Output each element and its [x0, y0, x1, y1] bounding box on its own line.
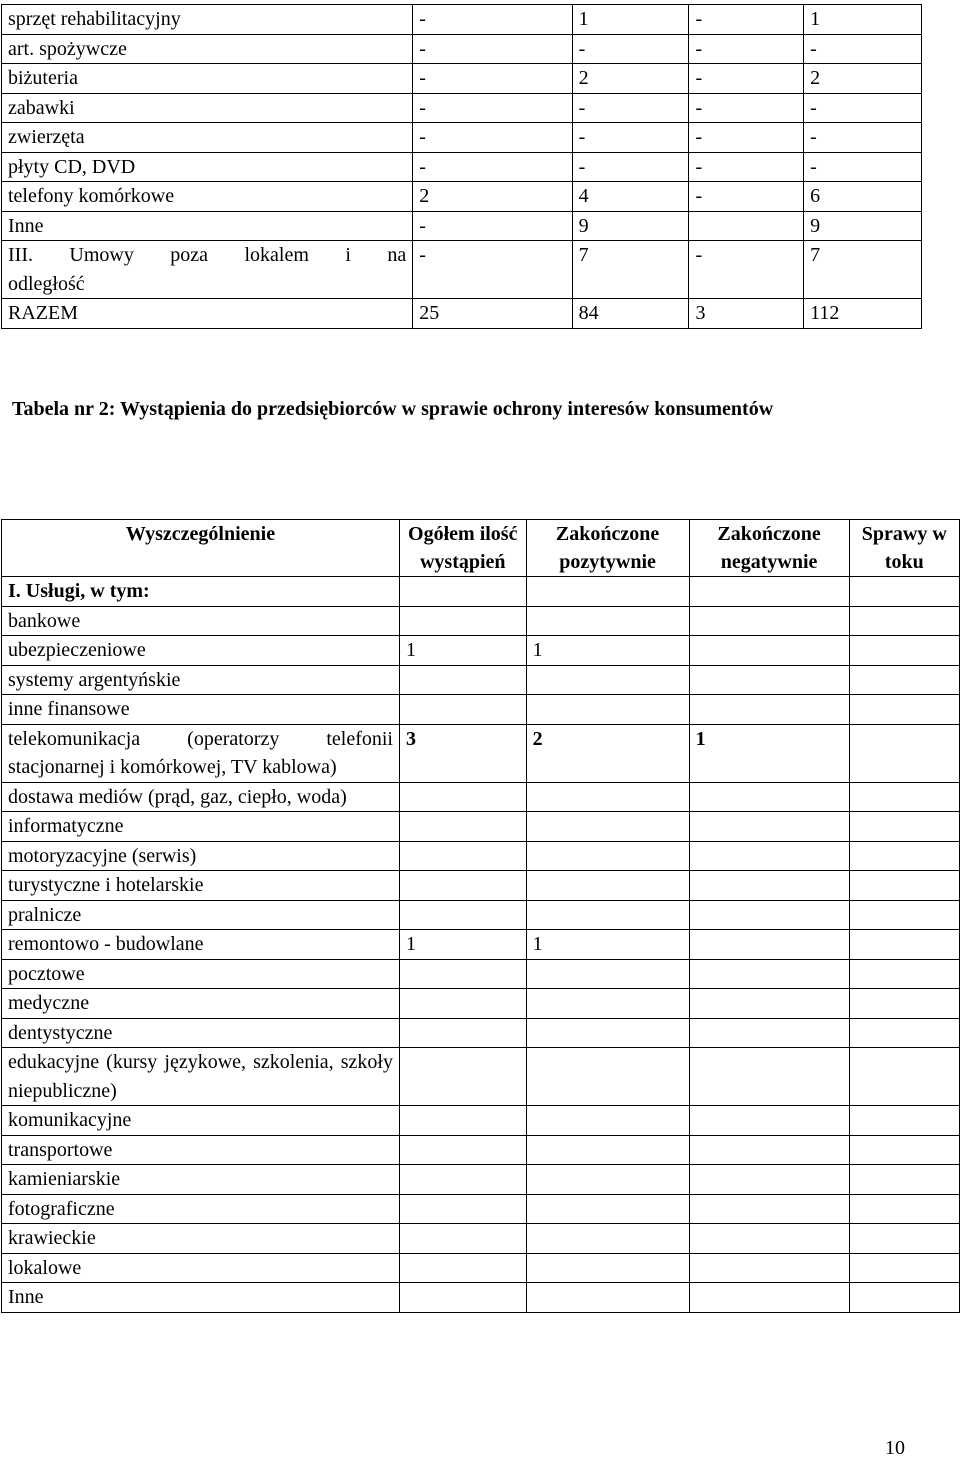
cell-value [399, 1018, 526, 1048]
cell-value [399, 1165, 526, 1195]
row-label: lokalowe [2, 1253, 400, 1283]
cell-value: - [572, 34, 689, 64]
cell-value [689, 1048, 849, 1106]
cell-value [399, 1048, 526, 1106]
cell-value: 1 [572, 5, 689, 35]
row-label: krawieckie [2, 1224, 400, 1254]
cell-value [849, 1194, 959, 1224]
cell-value [849, 1135, 959, 1165]
row-label: fotograficzne [2, 1194, 400, 1224]
table-row [2, 34, 922, 64]
cell-value [399, 665, 526, 695]
cell-value [526, 989, 689, 1019]
table-row [2, 1106, 960, 1136]
cell-value [399, 871, 526, 901]
row-label: kamieniarskie [2, 1165, 400, 1195]
cell-value [689, 1135, 849, 1165]
table-row [2, 724, 960, 782]
cell-value [399, 695, 526, 725]
cell-value [849, 1018, 959, 1048]
cell-value [399, 1224, 526, 1254]
cell-value [399, 1106, 526, 1136]
table-row [2, 900, 960, 930]
table-row [2, 1283, 960, 1313]
cell-value: - [689, 5, 804, 35]
cell-value: 4 [572, 182, 689, 212]
cell-value [526, 1253, 689, 1283]
cell-value [526, 1135, 689, 1165]
cell-value: - [413, 152, 572, 182]
cell-value [849, 1048, 959, 1106]
row-label: telekomunikacja (operatorzy telefonii stacjonarnej i komórkowej, TV kablowa) [2, 724, 400, 782]
cell-value: 84 [572, 299, 689, 329]
cell-value [526, 606, 689, 636]
cell-value [689, 1165, 849, 1195]
table-row [2, 5, 922, 35]
interventions-table [1, 519, 960, 1313]
table-row [2, 152, 922, 182]
cell-value: - [689, 34, 804, 64]
cell-value [689, 1283, 849, 1313]
row-label: ubezpieczeniowe [2, 636, 400, 666]
cell-value: - [689, 152, 804, 182]
header-negatywnie: Zakończone negatywnie [689, 520, 849, 577]
table-row [2, 1135, 960, 1165]
row-label: płyty CD, DVD [2, 152, 413, 182]
table-row [2, 636, 960, 666]
cell-value [526, 1224, 689, 1254]
row-label: biżuteria [2, 64, 413, 94]
cell-value [526, 665, 689, 695]
cell-value [526, 1106, 689, 1136]
cell-value: - [804, 123, 922, 153]
row-label: zabawki [2, 93, 413, 123]
cell-value: - [413, 34, 572, 64]
cell-value [689, 989, 849, 1019]
row-label: Inne [2, 1283, 400, 1313]
cell-value: 3 [399, 724, 526, 782]
table-row [2, 841, 960, 871]
cell-value [526, 959, 689, 989]
row-label: inne finansowe [2, 695, 400, 725]
cell-value: - [804, 152, 922, 182]
cell-value: 7 [804, 241, 922, 299]
cell-value: - [413, 93, 572, 123]
cell-value: 1 [689, 724, 849, 782]
cell-value [526, 695, 689, 725]
cell-value: 1 [526, 930, 689, 960]
cell-value [849, 665, 959, 695]
cell-value [526, 1283, 689, 1313]
row-label: informatyczne [2, 812, 400, 842]
table-row [2, 211, 922, 241]
cell-value [399, 841, 526, 871]
table-row [2, 182, 922, 212]
cell-value [399, 1194, 526, 1224]
cell-value [526, 900, 689, 930]
cell-value [849, 1106, 959, 1136]
cell-value [849, 959, 959, 989]
cell-value [689, 782, 849, 812]
table-row [2, 989, 960, 1019]
cell-value: 1 [399, 636, 526, 666]
cell-value [689, 959, 849, 989]
cell-value [849, 812, 959, 842]
row-label: III. Umowy poza lokalem i na odległość [2, 241, 413, 299]
cell-value: 9 [572, 211, 689, 241]
header-spacer [2, 548, 400, 577]
total-row [2, 299, 922, 329]
table-row [2, 606, 960, 636]
row-label: remontowo - budowlane [2, 930, 400, 960]
cell-value: 25 [413, 299, 572, 329]
row-label: dostawa mediów (prąd, gaz, ciepło, woda) [2, 782, 400, 812]
table-row [2, 812, 960, 842]
cell-value [849, 900, 959, 930]
cell-value: - [572, 123, 689, 153]
cell-value [526, 782, 689, 812]
row-label: dentystyczne [2, 1018, 400, 1048]
cell-value [399, 606, 526, 636]
cell-value [399, 989, 526, 1019]
cell-value [849, 989, 959, 1019]
row-label: pralnicze [2, 900, 400, 930]
row-label: komunikacyjne [2, 1106, 400, 1136]
table-row [2, 665, 960, 695]
section-label: I. Usługi, w tym: [2, 577, 400, 607]
cell-value: - [689, 182, 804, 212]
row-label: bankowe [2, 606, 400, 636]
table-row [2, 959, 960, 989]
table-row [2, 123, 922, 153]
cell-value [849, 782, 959, 812]
row-label: systemy argentyńskie [2, 665, 400, 695]
cell-value [399, 1135, 526, 1165]
cell-value [399, 782, 526, 812]
cell-value [399, 1283, 526, 1313]
row-label: transportowe [2, 1135, 400, 1165]
cell-value [526, 1194, 689, 1224]
table-row [2, 930, 960, 960]
page-number: 10 [885, 1437, 905, 1459]
cell-value [526, 577, 689, 607]
row-label: edukacyjne (kursy językowe, szkolenia, szkoły niepubliczne) [2, 1048, 400, 1106]
cell-value [689, 211, 804, 241]
table-row [2, 1048, 960, 1106]
cell-value: - [689, 123, 804, 153]
cell-value: 1 [526, 636, 689, 666]
cell-value [689, 1194, 849, 1224]
cell-value: 2 [572, 64, 689, 94]
cell-value [849, 577, 959, 607]
table-row [2, 1018, 960, 1048]
cell-value [689, 577, 849, 607]
cell-value [849, 606, 959, 636]
cell-value [689, 636, 849, 666]
cell-value: - [413, 123, 572, 153]
cell-value [399, 900, 526, 930]
row-label: telefony komórkowe [2, 182, 413, 212]
row-label: medyczne [2, 989, 400, 1019]
row-label: turystyczne i hotelarskie [2, 871, 400, 901]
cell-value [526, 1018, 689, 1048]
cell-value [689, 900, 849, 930]
cell-value: - [413, 64, 572, 94]
table-row [2, 782, 960, 812]
header-wyszczegolnienie: Wyszczególnienie [2, 520, 400, 549]
cell-value [689, 665, 849, 695]
cell-value [526, 1048, 689, 1106]
cell-value: - [689, 241, 804, 299]
cell-value [849, 1253, 959, 1283]
cell-value [689, 930, 849, 960]
header-row [2, 520, 960, 549]
row-label: pocztowe [2, 959, 400, 989]
table-row [2, 1194, 960, 1224]
cell-value: 1 [399, 930, 526, 960]
cell-value: - [689, 93, 804, 123]
header-pozytywnie: Zakończone pozytywnie [526, 520, 689, 577]
cell-value: 2 [804, 64, 922, 94]
table-row [2, 241, 922, 299]
cell-value: 9 [804, 211, 922, 241]
cell-value [849, 636, 959, 666]
cell-value [399, 1253, 526, 1283]
cell-value: - [413, 211, 572, 241]
cell-value: - [572, 152, 689, 182]
cell-value [849, 1283, 959, 1313]
cell-value [689, 695, 849, 725]
cell-value [399, 577, 526, 607]
cell-value [526, 1165, 689, 1195]
cell-value: 112 [804, 299, 922, 329]
table-row [2, 64, 922, 94]
cell-value [689, 841, 849, 871]
row-label: motoryzacyjne (serwis) [2, 841, 400, 871]
cell-value [849, 1165, 959, 1195]
cell-value: 6 [804, 182, 922, 212]
cell-value: - [804, 34, 922, 64]
row-label: art. spożywcze [2, 34, 413, 64]
cell-value: - [413, 241, 572, 299]
cell-value: 2 [413, 182, 572, 212]
cell-value [526, 871, 689, 901]
row-label: zwierzęta [2, 123, 413, 153]
cell-value [849, 724, 959, 782]
cell-value [849, 841, 959, 871]
cell-value [849, 1224, 959, 1254]
section-row [2, 577, 960, 607]
cell-value: - [689, 64, 804, 94]
cell-value [849, 871, 959, 901]
table-row [2, 93, 922, 123]
header-w-toku: Sprawy w toku [849, 520, 959, 577]
cell-value [689, 871, 849, 901]
cell-value: 3 [689, 299, 804, 329]
cell-value [526, 841, 689, 871]
cell-value [689, 1106, 849, 1136]
cell-value [689, 1224, 849, 1254]
cell-value [526, 812, 689, 842]
row-label: sprzęt rehabilitacyjny [2, 5, 413, 35]
table-row [2, 1253, 960, 1283]
table-row [2, 1224, 960, 1254]
table-row [2, 695, 960, 725]
cell-value [689, 1253, 849, 1283]
cell-value: 2 [526, 724, 689, 782]
table-row [2, 1165, 960, 1195]
cell-value [399, 812, 526, 842]
cell-value [849, 695, 959, 725]
cell-value [689, 812, 849, 842]
cell-value: 1 [804, 5, 922, 35]
cell-value: - [413, 5, 572, 35]
cell-value: 7 [572, 241, 689, 299]
cell-value: - [804, 93, 922, 123]
cell-value [689, 606, 849, 636]
table-caption: Tabela nr 2: Wystąpienia do przedsiębiorców w sprawie ochrony interesów konsumentów [12, 398, 774, 420]
table-row [2, 871, 960, 901]
cell-value: - [572, 93, 689, 123]
statistics-table-continued [1, 4, 922, 329]
row-label: RAZEM [2, 299, 413, 329]
header-ogolem: Ogółem ilość wystąpień [399, 520, 526, 577]
cell-value [849, 930, 959, 960]
cell-value [689, 1018, 849, 1048]
cell-value [399, 959, 526, 989]
row-label: Inne [2, 211, 413, 241]
